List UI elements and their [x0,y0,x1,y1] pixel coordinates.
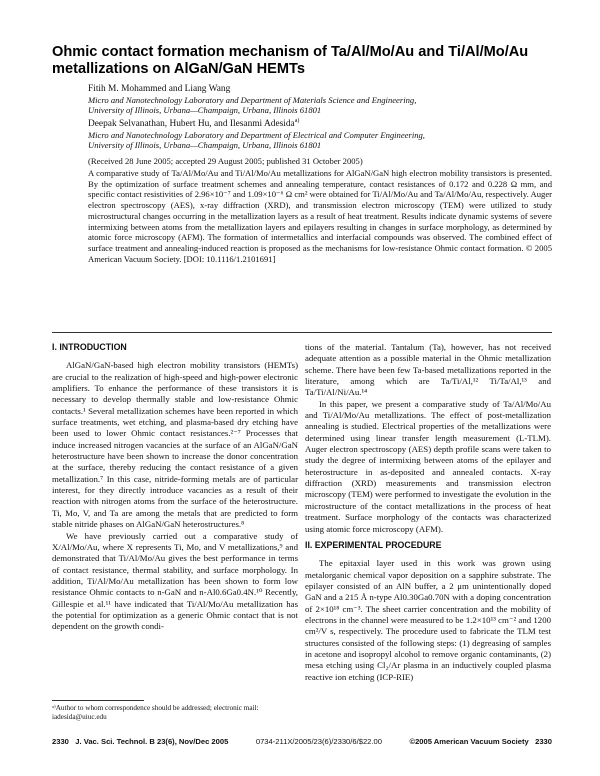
author-block-2 [88,119,558,151]
footer-right [409,737,552,746]
affiliation-2-line-1: Micro and Nanotechnology Laboratory and Department of Electrical and Computer Engineering, [88,130,425,140]
section-heading-introduction: I. INTRODUCTION [52,342,127,352]
received-dates: (Received 28 June 2005; accepted 29 August 2005; published 31 October 2005) [88,156,363,166]
footer-page-left: 2330 [52,737,69,746]
intro-paragraph-2-continued: tions of the material. Tantalum (Ta), however, has not received adequate attention as a possible material in the Ohmic metallization scheme. There have been few Ta-based metallizations reported in the literature, among which are Ta/Ti/Al,¹² Ti/Ta/Al,¹³ and Ta/Ti/Al/Ni/Au.¹⁴ [305,342,551,398]
footer-journal: J. Vac. Sci. Technol. B 23(6), Nov/Dec 2005 [75,737,229,746]
paper-title: Ohmic contact formation mechanism of Ta/Al/Mo/Au and Ti/Al/Mo/Au metallizations on AlGaN/GaN HEMTs [52,44,529,77]
right-column [305,342,551,683]
footer-citation: 0734-211X/2005/23(6)/2330/6/$22.00 [255,737,382,746]
intro-paragraph-2: We have previously carried out a comparative study of X/Al/Mo/Au, where X represents Ti, Mo, and V metallizations,⁹ and demonstrated that Ti/Al/Mo/Au gives the best performance in terms of contact resistance, thermal stability, and surface morphology. In addition, Ti/Al/Mo/Au metallization has been shown to form low resistance Ohmic contacts to n-GaN and n-Al0.6Ga0.4N.¹⁰ Recently, Gillespie et al.¹¹ have indicated that Ti/Al/Mo/Au metallization has the potential for optimization as a generic Ohmic contact that is not dependent on the growth condi- [52,530,298,632]
footnote-divider [52,700,144,701]
page-footer [52,737,552,746]
affiliation-1-line-2: University of Illinois, Urbana—Champaign, Urbana, Illinois 61801 [88,105,322,116]
footer-left [52,737,228,746]
section-heading-experimental: II. EXPERIMENTAL PROCEDURE [305,539,442,550]
intro-paragraph-3: In this paper, we present a comparative study of Ta/Al/Mo/Au and Ti/Al/Mo/Au metallizations. The effect of post-metallization annealing is studied. Electrical properties of the metallizations were determined using linear transfer length measurement (L-TLM). Auger electron spectroscopy (AES) depth profile scans were taken to study the degree of intermixing between atoms of the epilayer and heterostructure in as-deposited and annealed contacts. X-ray diffraction (XRD) measurements and transmission electron microscopy (TEM) were performed to investigate the evolution in the microstructure of the contact metallizations in the process of heat treatment. Surface morphology of the contacts was characterized using atomic force microscopy (AFM). [305,398,551,534]
intro-paragraph-1: AlGaN/GaN-based high electron mobility transistors (HEMTs) are crucial to the realization of high-speed and high-power electronic amplifiers. To enhance the performance of these transistors it is necessary to develop thermally stable and low-resistance Ohmic contacts.¹ Several metallization schemes have been reported in which surface treatments, wet etching, and plasma-based dry etching have been used to lower Ohmic contact resistances.²⁻⁷ Processes that induce increased nitrogen vacancies at the surface of an AlGaN/GaN heterostructure have been shown to increase the donor concentration at the surface, thereby reducing the contact resistance of a given metallization.⁷ In this case, nitride-forming metals are of particular interest, for they directly introduce vacancies as a result of their reaction with nitrogen atoms from the surface of the heterostructure. Ti, Mo, V, and Ta are among the metals that are predicted to form stable nitride phases on AlGaN/GaN heterostructures.⁸ [52,360,298,530]
abstract-divider [52,332,552,333]
abstract: A comparative study of Ta/Al/Mo/Au and Ti/Al/Mo/Au metallizations for AlGaN/GaN high electron mobility transistors is presented. By the optimization of surface treatment schemes and annealing temperature, contact resistances of 0.172 and 0.228 Ω mm, and specific contact resistivities of 2.96×10⁻⁷ and 1.09×10⁻⁶ Ω cm² were obtained for Ti/Al/Mo/Au and Ta/Al/Mo/Au, respectively. Auger electron spectroscopy (AES), x-ray diffraction (XRD), and transmission electron microscopy (TEM) were utilized to study microstructural changes occurring in the metallization layers as a result of heat treatment. Results indicate dynamic systems of severe intermixing between atoms from the metallization layers and epilayers resulting in changes in surface morphology, as determined by atomic force microscopy (AFM). The formation of intermetallics and interfacial compounds was observed. The combined effect of surface treatment and annealing-induced reaction is proposed as the mechanisms for low-resistance Ohmic contact formation. © 2005 American Vacuum Society. [DOI: 10.1116/1.2101691] [88,168,552,264]
authors-group-2 [88,119,558,130]
author-block-1 [88,84,558,116]
corresponding-author-mark: a) [294,117,300,124]
affiliation-1-line-1: Micro and Nanotechnology Laboratory and Department of Materials Science and Engineering, [88,95,417,105]
left-column [52,342,298,633]
footer-page-right: 2330 [535,737,552,746]
footnote: ᵃ⁾Author to whom correspondence should be addressed; electronic mail: iadesida@uiuc.edu [52,704,259,721]
footer-copyright: ©2005 American Vacuum Society [409,737,529,746]
affiliation-2-line-2: University of Illinois, Urbana—Champaign, Urbana, Illinois 61801 [88,140,322,151]
experimental-paragraph-1: The epitaxial layer used in this work was grown using metalorganic chemical vapor deposition on a sapphire substrate. The epilayer consisted of an AlN buffer, a 2 μm unintentionally doped GaN and a 215 Å n-type Al0.30Ga0.70N with a doping concentration of 2×10¹⁸ cm⁻³. The sheet carrier concentration and the mobility of electrons in the channel were measured to be 1.2×10¹³ cm⁻² and 1200 cm²/V s, respectively. The procedure used to fabricate the TLM test structures consisted of the following steps: (1) degreasing of samples in acetone and isopropyl alcohol to remove organic contaminants, (2) mesa etching using Cl₂/Ar plasma in an inductively coupled plasma reactive ion etching (ICP-RIE) [305,558,551,682]
authors-group-2-names: Deepak Selvanathan, Hubert Hu, and Ilesanmi Adesida [88,119,295,129]
authors-group-1: Fitih M. Mohammed and Liang Wang [88,84,231,94]
